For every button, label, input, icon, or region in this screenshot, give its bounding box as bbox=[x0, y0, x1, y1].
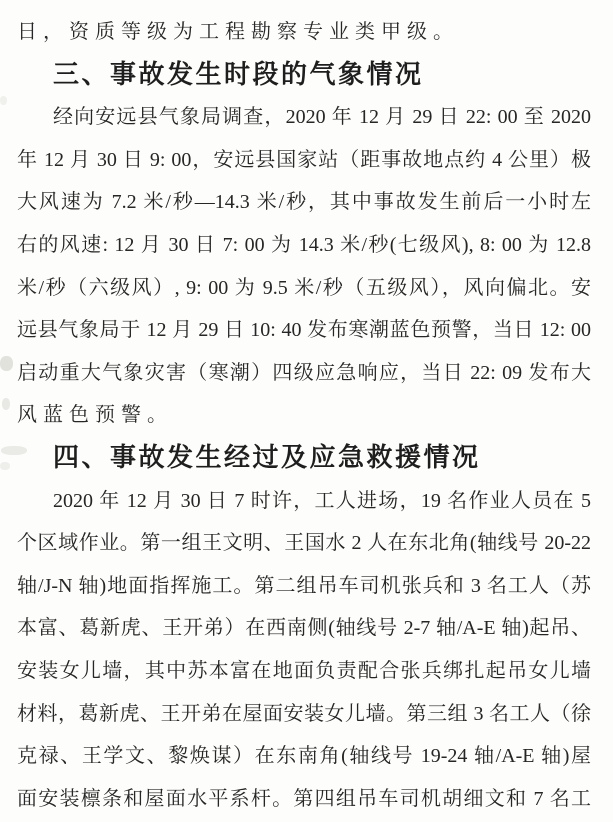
text-line: 启动重大气象灾害（寒潮）四级应急响应，当日 22: 09 发布大 bbox=[17, 361, 591, 384]
text-line: 本富、葛新虎、王开弟）在西南侧(轴线号 2-7 轴/A-E 轴)起吊、 bbox=[17, 617, 591, 640]
text-line: 2020 年 12 月 30 日 7 时许，工人进场，19 名作业人员在 5 bbox=[53, 489, 591, 512]
text-line: 轴/J-N 轴)地面指挥施工。第二组吊车司机张兵和 3 名工人（苏 bbox=[17, 574, 591, 597]
scan-smudge bbox=[0, 96, 7, 105]
text-line: 经向安远县气象局调查，2020 年 12 月 29 日 22: 00 至 2020 bbox=[53, 106, 591, 129]
section-heading-weather-conditions: 三、事故发生时段的气象情况 bbox=[53, 59, 424, 90]
text-line: 远县气象局于 12 月 29 日 10: 40 发布寒潮蓝色预警，当日 12: 00 bbox=[17, 319, 591, 342]
continued-paragraph-line: 日，资质等级为工程勘察专业类甲级。 bbox=[17, 21, 459, 43]
text-line: 米/秒（六级风）, 9: 00 为 9.5 米/秒（五级风），风向偏北。安 bbox=[17, 276, 591, 299]
scan-smudge bbox=[0, 356, 13, 371]
scan-smudge bbox=[2, 398, 10, 410]
text-line: 材料，葛新虎、王开弟在屋面安装女儿墙。第三组 3 名工人（徐 bbox=[17, 702, 591, 725]
text-line: 年 12 月 30 日 9: 00，安远县国家站（距事故地点约 4 公里）极 bbox=[17, 148, 591, 171]
text-line: 克禄、王学文、黎焕谋）在东南角(轴线号 19-24 轴/A-E 轴)屋 bbox=[17, 745, 591, 768]
section-heading-accident-course-rescue: 四、事故发生经过及应急救援情况 bbox=[53, 442, 481, 473]
text-line: 面安装檩条和屋面水平系杆。第四组吊车司机胡细文和 7 名工 bbox=[17, 787, 591, 810]
paragraph-end-line: 风蓝色预警。 bbox=[17, 404, 173, 427]
text-line: 大风速为 7.2 米/秒—14.3 米/秒，其中事故发生前后一小时左 bbox=[17, 191, 591, 214]
text-line: 安装女儿墙，其中苏本富在地面负责配合张兵绑扎起吊女儿墙 bbox=[17, 659, 591, 682]
scan-smudge bbox=[0, 462, 10, 470]
text-line: 个区域作业。第一组王文明、王国水 2 人在东北角(轴线号 20-22 bbox=[17, 532, 591, 555]
text-line: 右的风速: 12 月 30 日 7: 00 为 14.3 米/秒(七级风), 8: 00 为 12.8 bbox=[17, 233, 591, 256]
